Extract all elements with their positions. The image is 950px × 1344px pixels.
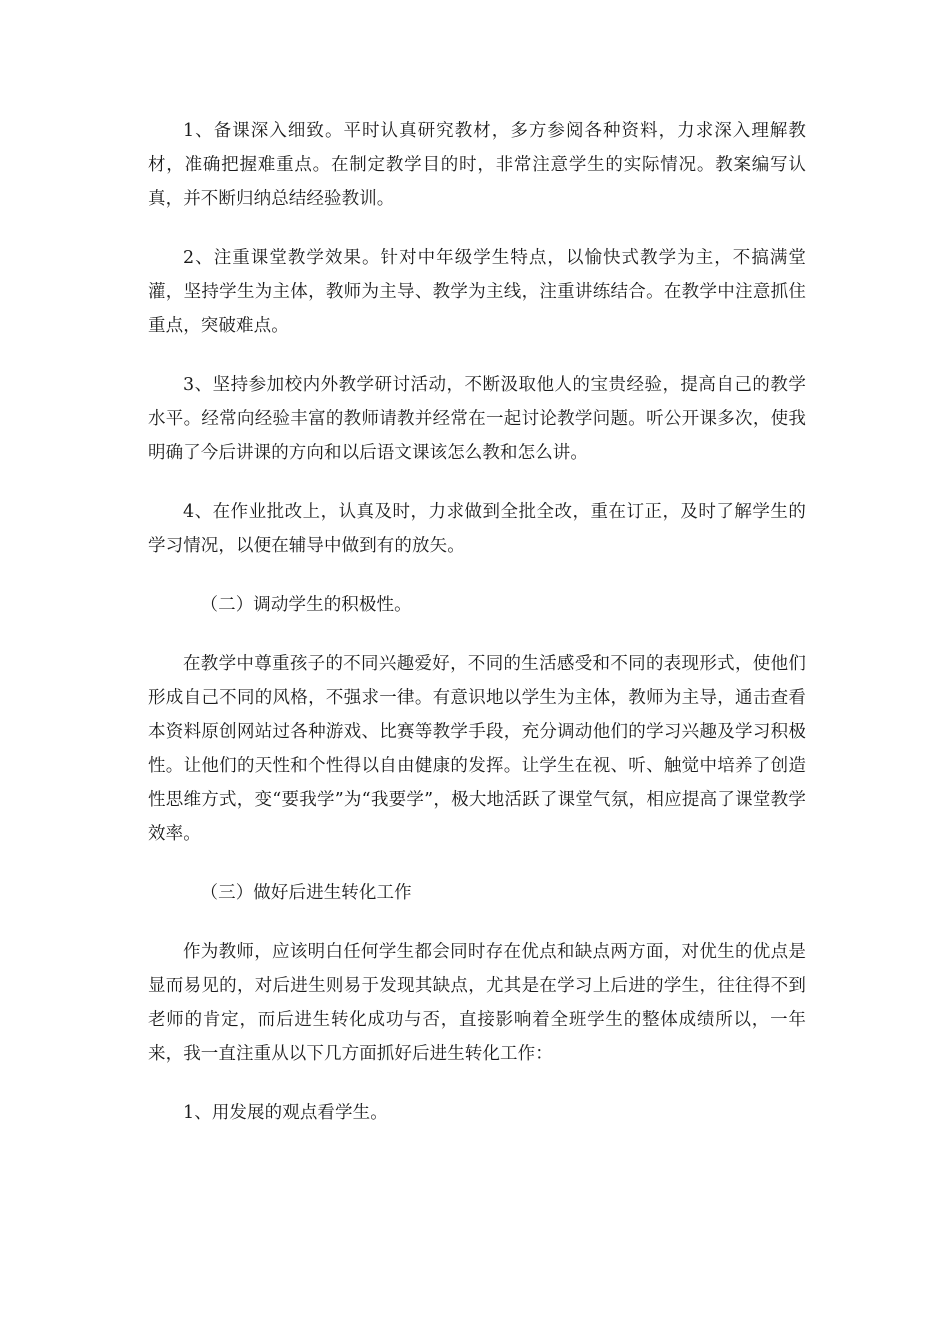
paragraph-development-view: 1、用发展的观点看学生。: [183, 1103, 388, 1123]
paragraph-teaching-research: 3、坚持参加校内外教学研讨活动，不断汲取他人的宝贵经验，提高自己的教学水平。经常向经验丰富的教师请教并经常在一起讨论教学问题。听公开课多次，使我明确了今后讲课的方向和以后语文课该怎么教和怎么讲。: [148, 375, 806, 463]
section-heading-struggling-students: （三）做好后进生转化工作: [200, 883, 412, 903]
paragraph-classroom-effect: 2、注重课堂教学效果。针对中年级学生特点，以愉快式教学为主，不搞满堂灌，坚持学生为主体，教师为主导、教学为主线，注重讲练结合。在教学中注意抓住重点，突破难点。: [148, 248, 806, 336]
paragraph-lesson-prep: 1、备课深入细致。平时认真研究教材，多方参阅各种资料，力求深入理解教材，准确把握难重点。在制定教学目的时，非常注意学生的实际情况。教案编写认真，并不断归纳总结经验教训。: [148, 121, 806, 209]
paragraph-homework-grading: 4、在作业批改上，认真及时，力求做到全批全改，重在订正，及时了解学生的学习情况，以便在辅导中做到有的放矢。: [148, 502, 806, 556]
section-heading-motivation: （二）调动学生的积极性。: [200, 595, 412, 615]
paragraph-struggling-students: 作为教师，应该明白任何学生都会同时存在优点和缺点两方面，对优生的优点是显而易见的，对后进生则易于发现其缺点，尤其是在学习上后进的学生，往往得不到老师的肯定，而后进生转化成功与否，直接影响着全班学生的整体成绩所以，一年来，我一直注重从以下几方面抓好后进生转化工作：: [148, 942, 806, 1064]
document-body: [148, 114, 806, 1155]
paragraph-motivation: 在教学中尊重孩子的不同兴趣爱好，不同的生活感受和不同的表现形式，使他们形成自己不同的风格，不强求一律。有意识地以学生为主体，教师为主导，通击查看本资料原创网站过各种游戏、比赛等教学手段，充分调动他们的学习兴趣及学习积极性。让他们的天性和个性得以自由健康的发挥。让学生在视、听、触觉中培养了创造性思维方式，变“要我学”为“我要学”，极大地活跃了课堂气氛，相应提高了课堂教学效率。: [148, 654, 806, 844]
